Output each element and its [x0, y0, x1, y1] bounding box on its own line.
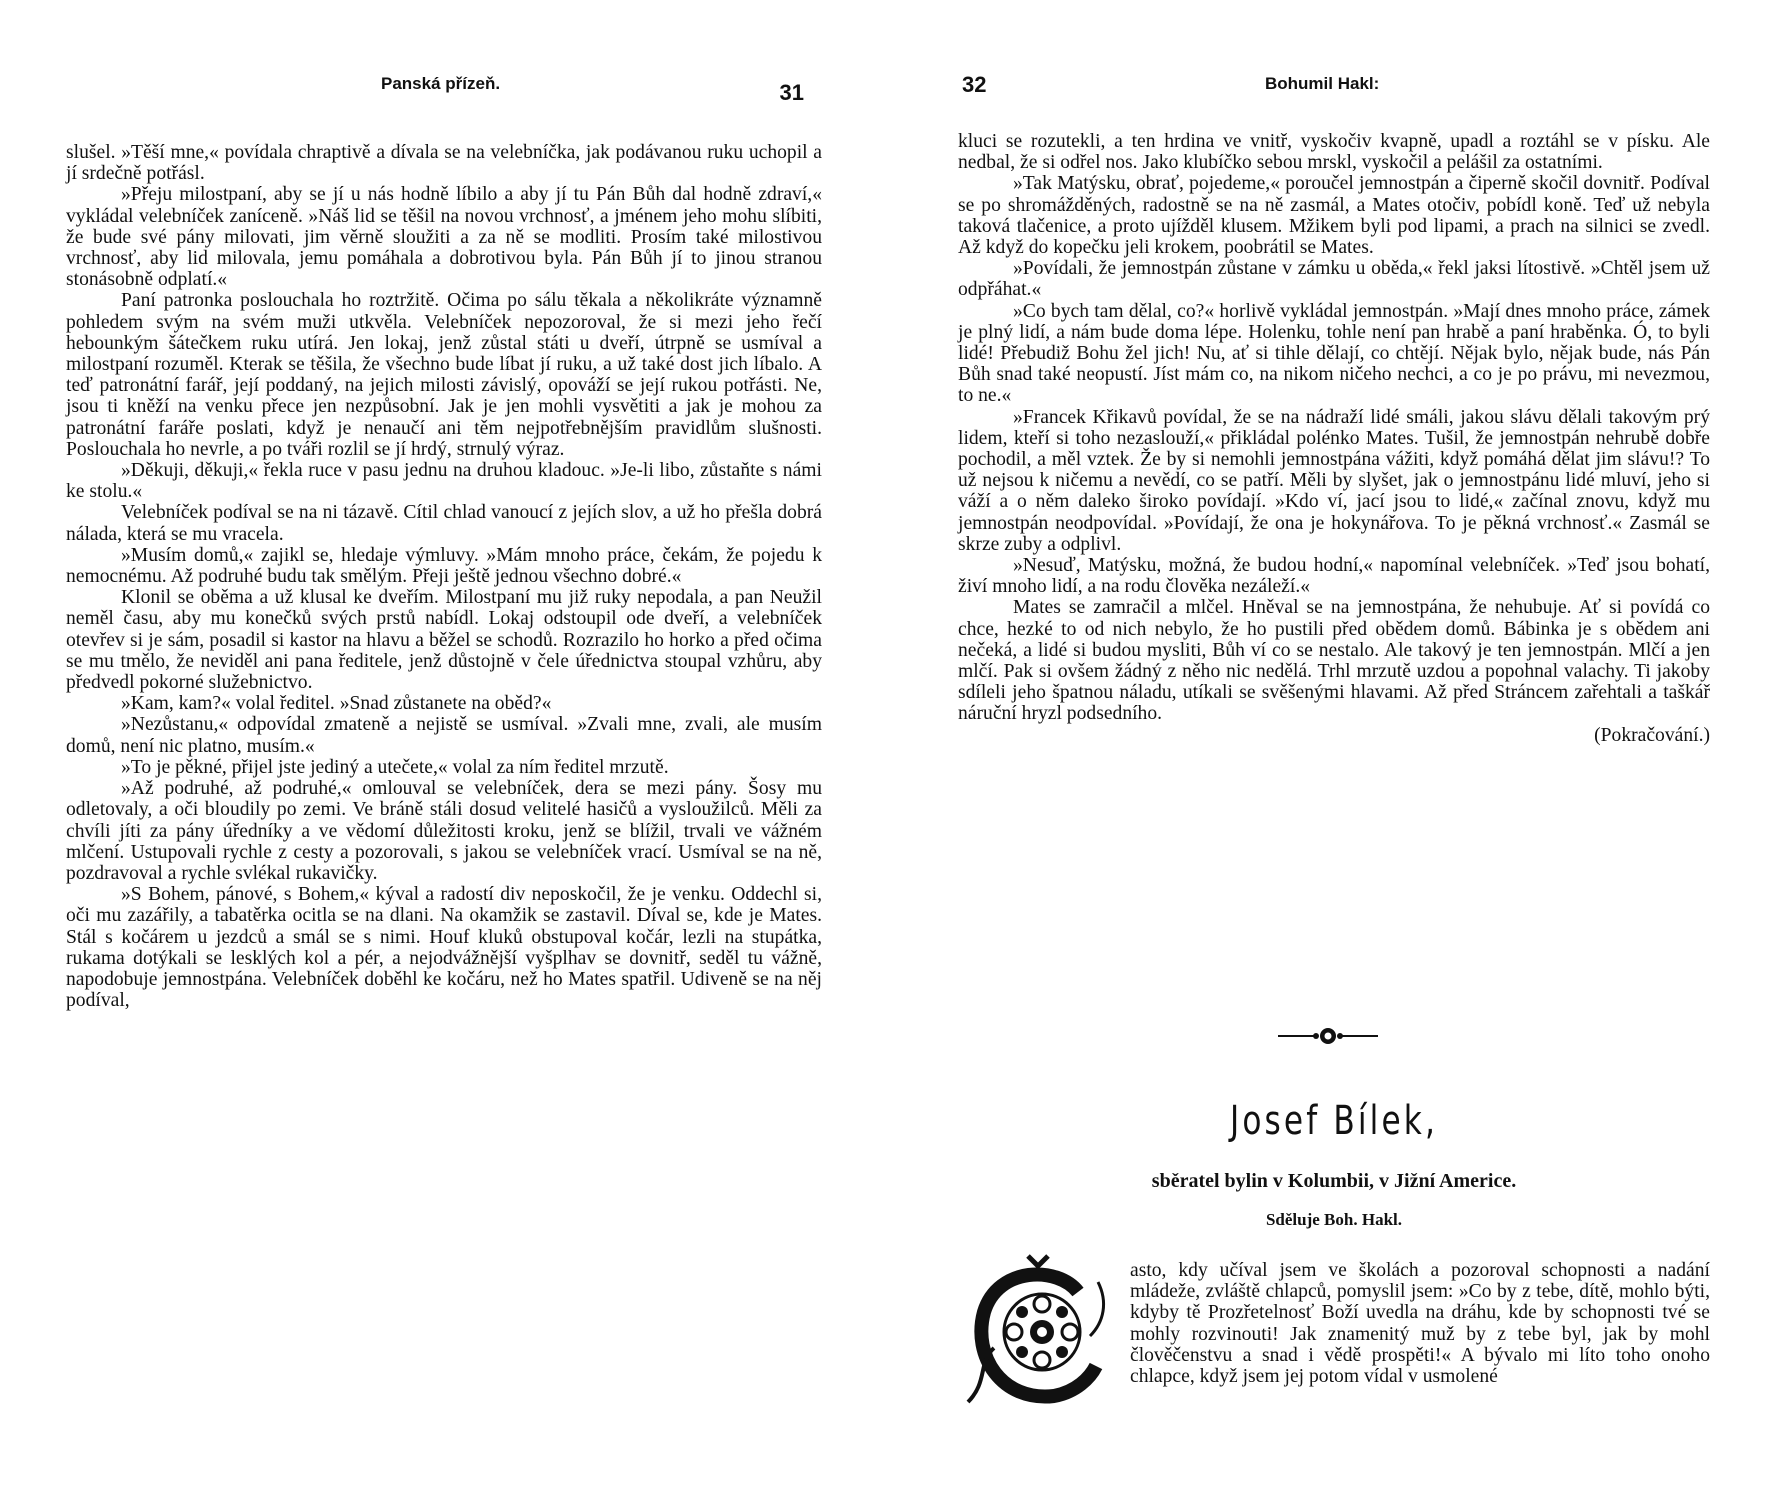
paragraph: »Nezůstanu,« odpovídal zmateně a nejistě se usmíval. »Zvali mne, zvali, ale musím domů, není nic platno, musím.« [66, 714, 822, 757]
paragraph: »Co bych tam dělal, co?« horlivě vykládal jemnostpán. »Mají dnes mnoho práce, zámek je plný lidí, a nám bude doma lépe. Holenku, tohle není pan hrabě a paní hraběnka. Ó, to byli lidé! Přebudiž Bohu žel jich! Nu, ať si tihle dělají, co chtějí. Nějak bylo, nějak bude, nás Pán Bůh snad také neopustí. Jíst mám co, na nikom ničeho nechci, a co je po právu, mi nevezmou, to ne.« [958, 300, 1710, 407]
article-byline: Sděluje Boh. Hakl. [1265, 1210, 1403, 1229]
paragraph: slušel. »Těší mne,« povídala chraptivě a dívala se na velebníčka, jak podávanou ruku uchopil a jí srdečně potřásl. [66, 142, 822, 185]
right-page-body [958, 131, 1710, 746]
paragraph: »Povídali, že jemnostpán zůstane v zámku u oběda,« řekl jaksi lítostivě. »Chtěl jsem už odpřáhat.« [958, 258, 1710, 301]
decorative-initial [958, 1252, 1118, 1412]
article-subtitle: sběratel bylin v Kolumbii, v Jižní Americe. [1151, 1170, 1517, 1192]
continued-note: (Pokračování.) [1594, 724, 1710, 746]
paragraph: Velebníček podíval se na ni tázavě. Cítil chlad vanoucí z jejích slov, a už ho přešla dobrá nálada, která se mu vracela. [66, 502, 822, 545]
paragraph: »Až podruhé, až podruhé,« omlouval se velebníček, dera se mezi pány. Šosy mu odletovaly, a oči bloudily po zemi. Ve bráně stáli dosud velitelé hasičů a vysloužilců. Měli za chvíli jíti za pány úředníky a ve vědomí důležitosti kroku, jenž se blížil, trvali ve vážném mlčení. Ustupovali rychle z cesty a pozorovali, s jakou se velebníček vrací. Usmíval se na ně, pozdravoval a rychle svlékal rukavičky. [66, 778, 822, 884]
running-head-left [66, 72, 822, 112]
left-page [66, 0, 822, 1500]
article-body-text: asto, kdy učíval jsem ve školách a pozoroval schopnosti a nadání mládeže, zvláště chlapců, pomyslil jsem: »Co by z tebe, dítě, mohlo býti, kdyby tě Prozřetelnosť Boží uvedla na dráhu, kde by schopnosti tvé se mohly rozvinouti! Jak znamenitý muž by z tebe byl, jak by mohl člověčenstvu a snad i vědě prospěti!« A bývalo mi líto toho onoho chlapce, když jsem jej potom vídal v usmolené [1130, 1260, 1710, 1388]
running-title-left: Panská přízeň. [381, 74, 501, 93]
paragraph: kluci se rozutekli, a ten hrdina ve vnitř, vyskočiv kvapně, upadl a roztáhl se v písku. Ale nedbal, že si odřel nos. Jako klubíčko sebou mrskl, vyskočil a pelášil za ostatními. [958, 131, 1710, 174]
section-ornament-icon [1278, 1026, 1378, 1046]
page-number-right: 32 [962, 72, 987, 97]
left-page-body [66, 142, 822, 1011]
article-body [958, 1260, 1710, 1412]
paragraph: Mates se zamračil a mlčel. Hněval se na jemnostpána, že nehubuje. Ať si povídá co chce, hezké to od nich nebylo, že ho pustili před obědem domů. Bábinka je s obědem ani nečeká, a lidé si budou mysliti, Bůh ví co se nestalo. Ale takový je ten jemnostpán. Mlčí a jen mlčí. Pak si ovšem žádný z něho nic nedělá. Trhl mrzutě uzdou a popohnal valachy. Ti jakoby sdíleli jeho špatnou náladu, utíkali se svěšenými hlavami. Až před Stráncem zařehtali a taškář náruční hryzl podsedního. [958, 597, 1710, 725]
paragraph: Klonil se oběma a už klusal ke dveřím. Milostpaní mu již ruky nepodala, a pan Neužil neměl času, aby mu konečků svých prstů nabídl. Lokaj odstoupil ode dveří, a velebníček otevřev si je sám, posadil si kastor na hlavu a běžel se schodů. Rozrazilo ho horko a před očima se mu tmělo, že neviděl ani pana ředitele, jenž důstojně v čele úřednictva stoupal vzhůru, aby předvedl pokorné služebnictvo. [66, 587, 822, 694]
paragraph: Paní patronka poslouchala ho roztržitě. Očima po sálu těkala a několikráte významně pohledem svým na svém muži utkvěla. Velebníček nepozoroval, že si mezi jeho řečí hebounkým šátečkem ruku utírá. Jen lokaj, jenž zůstal státi u dveří, útrpně se usmíval a milostpaní rozuměl. Kterak se těšila, že všechno bude líbat jí ruku, a už také dost jich líbalo. A teď patronátní farář, její poddaný, na jejich milosti závislý, opováží se její rukou potřásti. Ne, jsou ti kněží na venku přece jen nezpůsobní. Jak je jen mohli vysvětiti a jak je mohou za patronátní faráře poslati, když je nenaučí ani těm nejpotřebnějším pravidlům slušnosti. Poslouchala ho nevrle, a po tváři rozlil se jí hrdý, strnulý výraz. [66, 290, 822, 460]
paragraph: »Tak Matýsku, obrať, pojedeme,« poroučel jemnostpán a čiperně skočil dovnitř. Podíval se po shromážděných, radostně se na ně zasmál, a Mates otočiv, pobídl koně. Teď už nebyla taková tlačenice, a proto ujížděl klusem. Mžikem byli pod lipami, a prach na silnici se zvedl. Až když do kopečku jeli krokem, poobrátil se Mates. [958, 173, 1710, 259]
running-head-right [958, 72, 1710, 112]
paragraph: »Přeju milostpaní, aby se jí u nás hodně líbilo a aby jí tu Pán Bůh dal hodně zdraví,« vykládal velebníček zaníceně. »Náš lid se těšil na novou vrchnosť, a jménem jeho mohu slíbiti, že bude své pány milovati, jim věrně sloužiti a za ně se modliti. Prosím také milostivou vrchnosť, aby lid milovala, jemu pomáhala a dobrotivou byla. Pán Bůh jí to jinou stranou stonásobně odplatí.« [66, 184, 822, 291]
paragraph: »Děkuji, děkuji,« řekla ruce v pasu jednu na druhou kladouc. »Je-li libo, zůstaňte s námi ke stolu.« [66, 460, 822, 503]
paragraph: »To je pěkné, přijel jste jediný a utečete,« volal za ním ředitel mrzutě. [121, 756, 669, 778]
paragraph: »Nesuď, Matýsku, možná, že budou hodní,« napomínal velebníček. »Teď jsou bohatí, živí mnoho lidí, a na rodu člověka nezáleží.« [958, 555, 1710, 598]
article-title: Josef Bílek, [1229, 1098, 1438, 1144]
paragraph: »S Bohem, pánové, s Bohem,« kýval a radostí div neposkočil, že je venku. Oddechl si, oči mu zazářily, a tabatěrka ocitla se na dlani. Na okamžik se zastavil. Díval se, kde je Mates. Stál s kočárem u jezdců a smál se s nimi. Houf kluků obstupoval kočár, lezli na stupátka, rukama dotýkali se lesklých kol a pér, a nejodvážnější vyšplhav se dovnitř, seděl tu vážně, napodobuje jemnostpána. Velebníček doběhl ke kočáru, než ho Mates spatřil. Udiveně se na něj podíval, [66, 884, 822, 1012]
page-number-left: 31 [779, 80, 804, 105]
paragraph: »Musím domů,« zajikl se, hledaje výmluvy. »Mám mnoho práce, čekám, že pojedu k nemocnému. Až podruhé budu tak smělým. Přeji ještě jednou všechno dobré.« [66, 544, 822, 588]
paragraph: »Kam, kam?« volal ředitel. »Snad zůstanete na oběd?« [121, 693, 552, 715]
paragraph: »Francek Křikavů povídal, že se na nádraží lidé smáli, jakou slávu dělali takovým prý lidem, kteří si toho nezaslouží,« přikládal polénko Mates. Tušil, že jemnostpán nehrubě dobře pochodil, a měl vztek. Že by si nemohli jemnostpána vážiti, když pomáhá dělat jim slávu!? To už nejsou k ničemu a nevědí, co se patří. Měli by slyšet, jak o jemnostpánu lidé mluví, jeho si váží a o něm daleko široko povídají. »Kdo ví, jací jsou to lidé,« začínal znovu, když mu jemnostpán neodpovídal. »Povídají, že ona je hokynářova. To je pěkná vrchnosť.« Zasmál se skrze zuby a odplivl. [958, 406, 1710, 555]
running-title-right: Bohumil Hakl: [1265, 74, 1380, 93]
floral-initial-icon [958, 1252, 1118, 1412]
right-page [958, 0, 1710, 1500]
